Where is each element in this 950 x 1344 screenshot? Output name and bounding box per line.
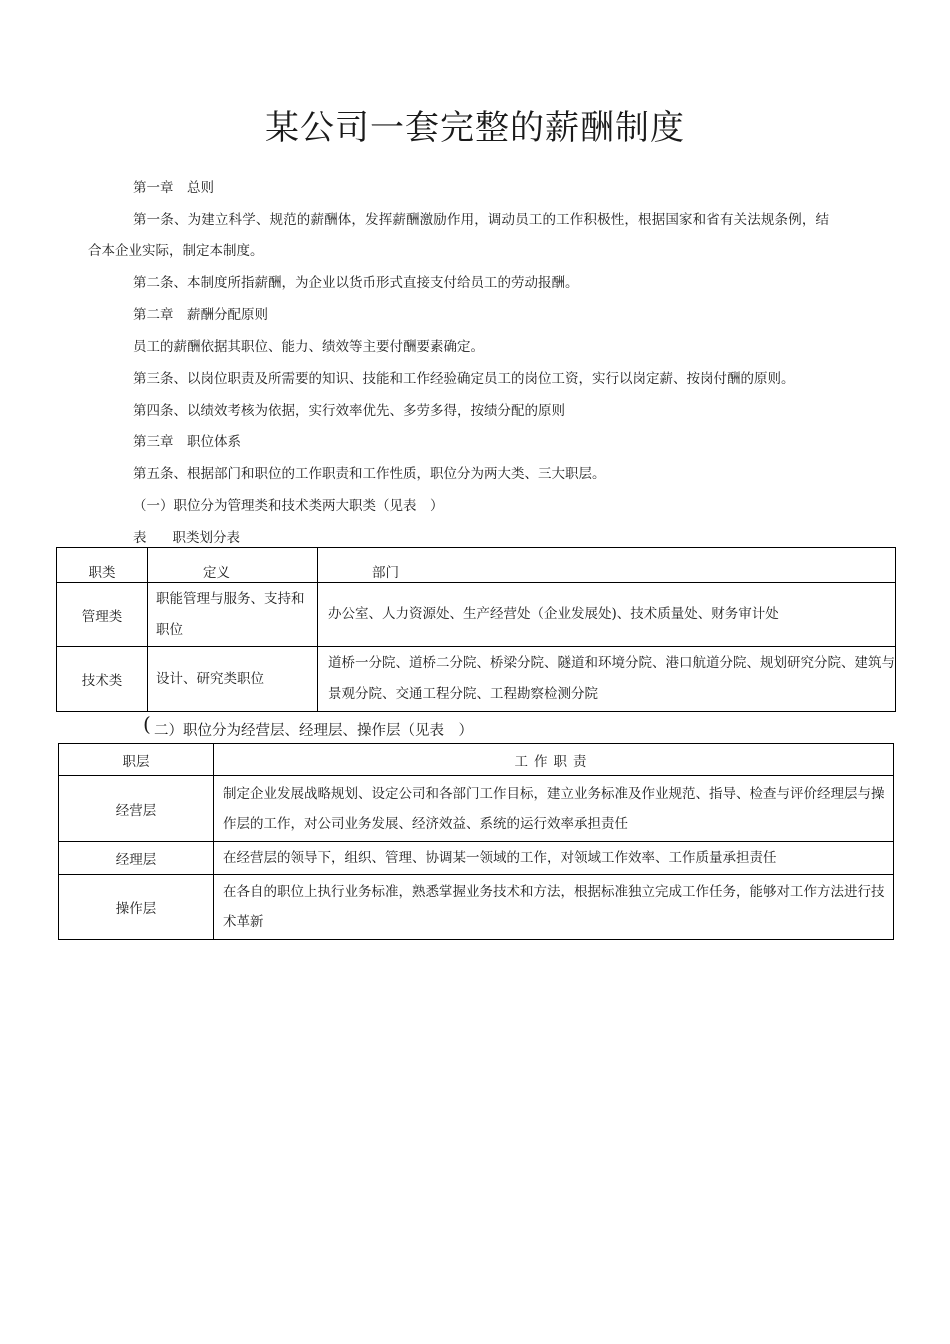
job-category-table — [56, 547, 896, 712]
article-5: 第五条、根据部门和职位的工作职责和工作性质，职位分为两大类、三大职层。 — [133, 466, 606, 482]
section-2-open-paren: ( — [143, 712, 151, 736]
header-departments: 部门 — [318, 548, 896, 583]
table-row — [59, 776, 894, 842]
table-row — [59, 842, 894, 875]
article-1-line-1: 第一条、为建立科学、规范的薪酬体，发挥薪酬激励作用，调动员工的工作积极性，根据国家和省有关法规条例，结 — [133, 212, 830, 228]
category-cell: 管理类 — [57, 583, 148, 647]
definition-cell: 设计、研究类职位 — [148, 647, 318, 712]
article-1-line-2: 合本企业实际，制定本制度。 — [88, 243, 264, 259]
chapter-2-heading: 第二章 薪酬分配原则 — [133, 307, 268, 323]
header-level: 职层 — [59, 744, 214, 776]
category-cell: 技术类 — [57, 647, 148, 712]
table-header-row — [57, 548, 896, 583]
departments-cell: 道桥一分院、道桥二分院、桥梁分院、隧道和环境分院、港口航道分院、规划研究分院、建筑与景观分院、交通工程分院、工程勘察检测分院 — [318, 647, 896, 712]
level-cell: 经营层 — [59, 776, 214, 842]
header-definition: 定义 — [148, 548, 318, 583]
duty-cell: 在经营层的领导下，组织、管理、协调某一领域的工作，对领域工作效率、工作质量承担责任 — [214, 842, 894, 875]
table-row — [57, 583, 896, 647]
table-1-caption — [133, 528, 240, 548]
header-category: 职类 — [57, 548, 148, 583]
document-title: 某公司一套完整的薪酬制度 — [265, 108, 685, 148]
duty-cell: 制定企业发展战略规划、设定公司和各部门工作目标，建立业务标准及作业规范、指导、检查与评价经理层与操作层的工作，对公司业务发展、经济效益、系统的运行效率承担责任 — [214, 776, 894, 842]
departments-cell: 办公室、人力资源处、生产经营处（企业发展处)、技术质量处、财务审计处 — [318, 583, 896, 647]
section-2-heading: 二）职位分为经营层、经理层、操作层（见表 ） — [154, 723, 473, 739]
article-4: 第四条、以绩效考核为依据，实行效率优先、多劳多得，按绩分配的原则 — [133, 403, 565, 419]
pay-principle: 员工的薪酬依据其职位、能力、绩效等主要付酬要素确定。 — [133, 339, 484, 355]
chapter-3-heading: 第三章 职位体系 — [133, 434, 241, 450]
level-cell: 经理层 — [59, 842, 214, 875]
chapter-1-heading: 第一章 总则 — [133, 180, 214, 196]
article-2: 第二条、本制度所指薪酬，为企业以货币形式直接支付给员工的劳动报酬。 — [133, 275, 579, 291]
table-1-caption-title: 职类划分表 — [172, 530, 240, 546]
job-level-table — [58, 743, 894, 940]
article-3: 第三条、以岗位职责及所需要的知识、技能和工作经验确定员工的岗位工资，实行以岗定薪、按岗付酬的原则。 — [133, 371, 795, 387]
table-row — [59, 875, 894, 940]
header-duty: 工作职责 — [214, 744, 894, 776]
table-row — [57, 647, 896, 712]
table-1-caption-label: 表 — [133, 530, 147, 546]
level-cell: 操作层 — [59, 875, 214, 940]
duty-cell: 在各自的职位上执行业务标准，熟悉掌握业务技术和方法，根据标准独立完成工作任务，能够对工作方法进行技术革新 — [214, 875, 894, 940]
table-header-row — [59, 744, 894, 776]
definition-cell: 职能管理与服务、支持和职位 — [148, 583, 318, 647]
section-1-heading: （一）职位分为管理类和技术类两大职类（见表 ） — [133, 498, 444, 514]
